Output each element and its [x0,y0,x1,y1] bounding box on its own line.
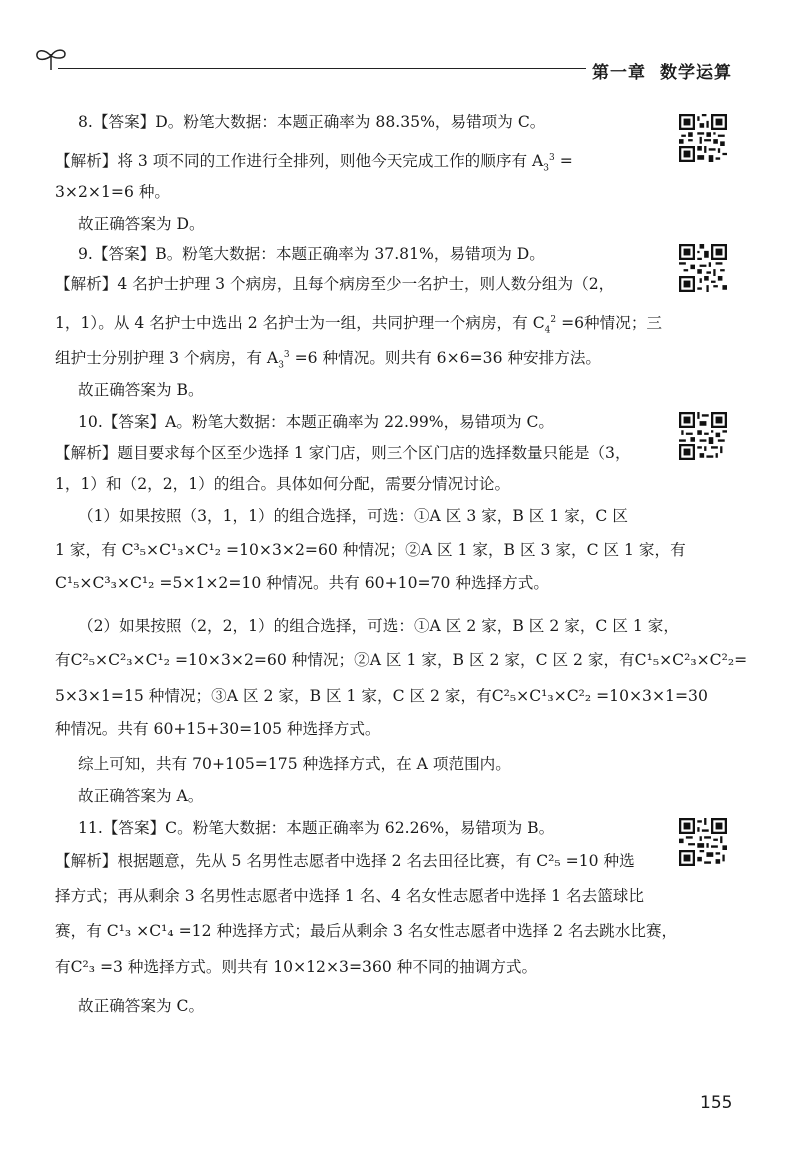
qr-code-icon[interactable] [679,412,727,460]
q10-case2-line-4: 种情况。共有 60+15+30=105 种选择方式。 [55,720,381,738]
q11-analysis-line-2: 择方式；再从剩余 3 名男性志愿者中选择 1 名、4 名女性志愿者中选择 1 名去篮球比 [55,887,644,905]
q10-summary: 综上可知，共有 70+105=175 种选择方式，在 A 项范围内。 [78,755,511,773]
q9-line3-b: =6 种情况。则共有 6×6=36 种安排方法。 [289,349,602,368]
header-rule [58,68,586,69]
q8-sub: 3 [543,163,550,174]
running-header [592,58,732,83]
q10-analysis-line-1: 【解析】题目要求每个区至少选择 1 家门店，则三个区门店的选择数量只能是（3， [55,444,631,462]
q11-analysis-line-1: 【解析】根据题意，先从 5 名男性志愿者中选择 2 名去田径比赛，有 C²₅ =10 种选 [55,852,635,870]
chapter-label: 第一章 [592,63,646,83]
q9-conclusion: 故正确答案为 B。 [78,381,204,399]
q9-line3-sub: 3 [278,360,284,371]
q9-line2-sup: 2 [550,315,557,325]
q10-analysis-line-2: 1，1）和（2，2，1）的组合。具体如何分配，需要分情况讨论。 [55,475,511,493]
q9-analysis-line-3 [55,345,655,375]
q8-analysis-line-1 [55,148,655,178]
q10-case2-line-3: 5×3×1=15 种情况；③A 区 2 家，B 区 1 家，C 区 2 家，有C²₅×C¹₃×C²₂ =10×3×1=30 [55,687,708,705]
q10-case2-line-2: 有C²₅×C²₃×C¹₂ =10×3×2=60 种情况；②A 区 1 家，B 区 2 家，C 区 2 家，有C¹₅×C²₃×C²₂= [55,651,748,669]
q10-case1-line-2: 1 家，有 C³₅×C¹₃×C¹₂ =10×3×2=60 种情况；②A 区 1 家，B 区 3 家，C 区 1 家，有 [55,541,686,559]
qr-code-icon[interactable] [679,114,727,162]
q8-analysis-text: 【解析】将 3 项不同的工作进行全排列，则他今天完成工作的顺序有 A [55,152,544,171]
q8-answer-line: 8.【答案】D。粉笔大数据：本题正确率为 88.35%，易错项为 C。 [78,113,546,131]
q11-analysis-line-3: 赛，有 C¹₃ ×C¹₄ =12 种选择方式；最后从剩余 3 名女性志愿者中选择 2 名去跳水比赛， [55,922,678,940]
q9-line2-b: =6种情况；三 [556,314,663,333]
q9-answer-line: 9.【答案】B。粉笔大数据：本题正确率为 37.81%，易错项为 D。 [78,245,545,263]
qr-code-icon[interactable] [679,818,727,866]
q9-line3-sup: 3 [283,350,290,360]
qr-code-icon[interactable] [679,244,727,292]
q8-tail: = [554,152,573,171]
q9-line3-a: 组护士分别护理 3 个病房，有 A [55,349,279,368]
q10-case1-line-3: C¹₅×C³₃×C¹₂ =5×1×2=10 种情况。共有 60+10=70 种选择方式。 [55,574,549,592]
q9-analysis-line-2 [55,310,663,340]
page-number: 155 [700,1093,733,1113]
q9-line2-a: 1，1）。从 4 名护士中选出 2 名护士为一组，共同护理一个病房，有 C [55,314,545,333]
q11-analysis-line-4: 有C²₃ =3 种选择方式。则共有 10×12×3=360 种不同的抽调方式。 [55,958,538,976]
q11-answer-line: 11.【答案】C。粉笔大数据：本题正确率为 62.26%，易错项为 B。 [78,819,555,837]
q10-case1-line-1: （1）如果按照（3，1，1）的组合选择，可选：①A 区 3 家，B 区 1 家，C 区 [78,507,628,525]
q11-conclusion: 故正确答案为 C。 [78,997,205,1015]
q10-case2-line-1: （2）如果按照（2，2，1）的组合选择，可选：①A 区 2 家，B 区 2 家，C 区 1 家， [78,617,679,635]
q9-line2-sub: 4 [544,325,551,336]
q8-analysis-line-2: 3×2×1=6 种。 [55,183,171,201]
q8-sup: 3 [549,153,555,163]
q8-conclusion: 故正确答案为 D。 [78,215,205,233]
section-label: 数学运算 [660,63,732,83]
q10-conclusion: 故正确答案为 A。 [78,787,204,805]
q10-answer-line: 10.【答案】A。粉笔大数据：本题正确率为 22.99%，易错项为 C。 [78,413,555,431]
q9-analysis-line-1: 【解析】4 名护士护理 3 个病房，且每个病房至少一名护士，则人数分组为（2， [55,275,615,293]
